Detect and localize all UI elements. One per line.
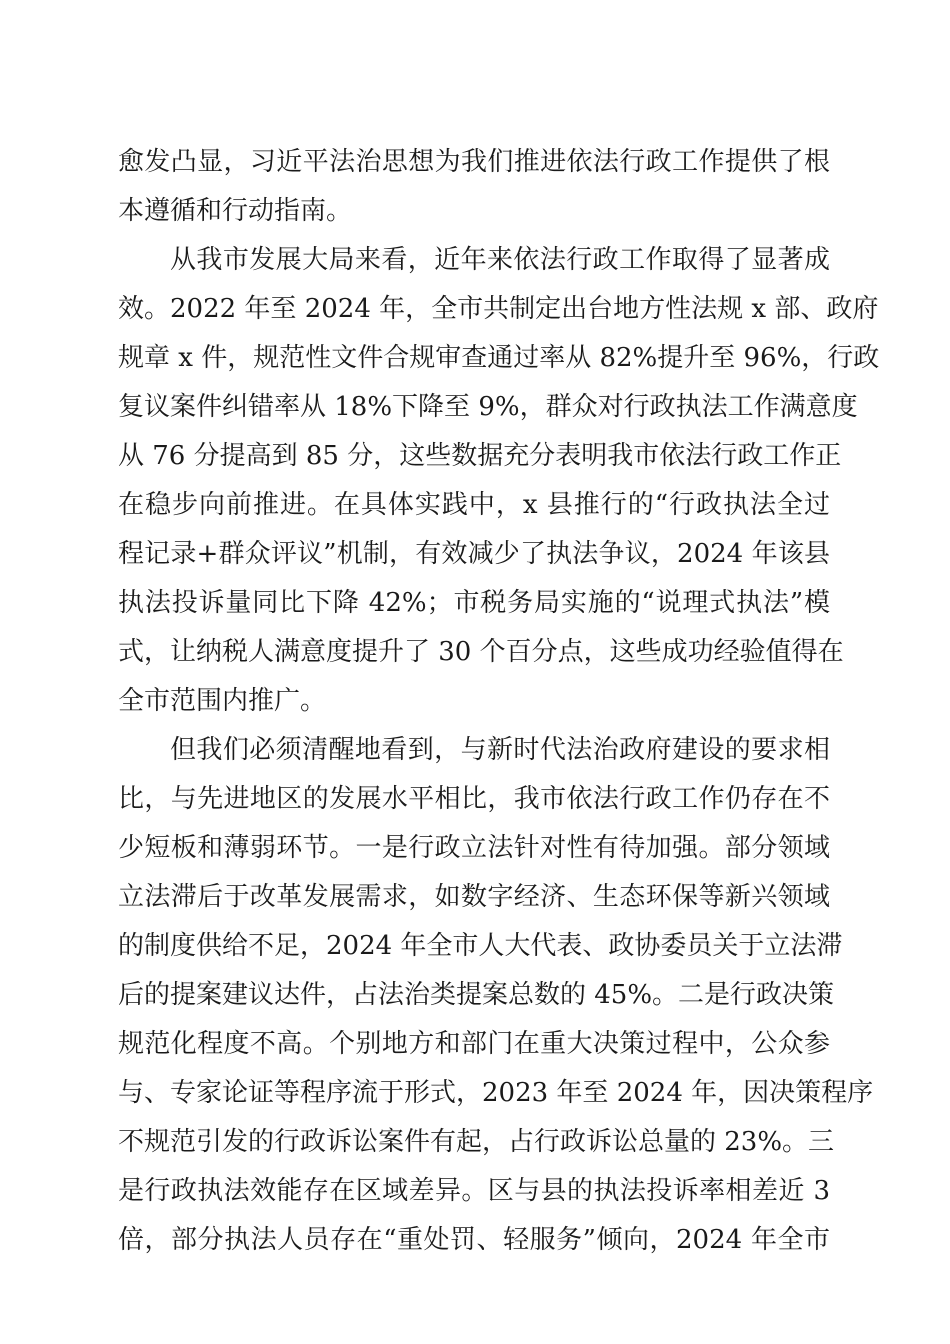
text-line: 少短板和薄弱环节。一是行政立法针对性有待加强。部分领域 xyxy=(118,833,830,863)
text-line: 不规范引发的行政诉讼案件有起，占行政诉讼总量的 23%。三 xyxy=(118,1127,835,1157)
text-line: 立法滞后于改革发展需求，如数字经济、生态环保等新兴领域 xyxy=(118,882,830,912)
text-line: 与、专家论证等程序流于形式，2023 年至 2024 年，因决策程序 xyxy=(118,1078,874,1108)
text-line: 后的提案建议达件，占法治类提案总数的 45%。二是行政决策 xyxy=(118,980,835,1010)
text-line: 效。2022 年至 2024 年，全市共制定出台地方性法规 x 部、政府 xyxy=(118,294,879,324)
text-line: 复议案件纠错率从 18%下降至 9%，群众对行政执法工作满意度 xyxy=(118,392,858,422)
text-line: 愈发凸显，习近平法治思想为我们推进依法行政工作提供了根 xyxy=(118,147,830,177)
text-line: 式，让纳税人满意度提升了 30 个百分点，这些成功经验值得在 xyxy=(118,637,844,667)
text-line: 全市范围内推广。 xyxy=(118,686,327,716)
text-line: 规章 x 件，规范性文件合规审查通过率从 82%提升至 96%，行政 xyxy=(118,343,880,373)
text-line: 在稳步向前推进。在具体实践中，x 县推行的“行政执法全过 xyxy=(118,490,830,520)
text-line: 从我市发展大局来看，近年来依法行政工作取得了显著成 xyxy=(170,245,830,275)
text-line: 但我们必须清醒地看到，与新时代法治政府建设的要求相 xyxy=(170,735,830,765)
text-line: 是行政执法效能存在区域差异。区与县的执法投诉率相差近 3 xyxy=(118,1176,830,1206)
text-line: 本遵循和行动指南。 xyxy=(118,196,353,226)
text-line: 倍，部分执法人员存在“重处罚、轻服务”倾向，2024 年全市 xyxy=(118,1225,830,1255)
text-line: 规范化程度不高。个别地方和部门在重大决策过程中，公众参 xyxy=(118,1029,830,1059)
text-line: 比，与先进地区的发展水平相比，我市依法行政工作仍存在不 xyxy=(118,784,830,814)
document-page xyxy=(118,138,880,1265)
text-line: 执法投诉量同比下降 42%；市税务局实施的“说理式执法”模 xyxy=(118,588,830,618)
text-line: 的制度供给不足，2024 年全市人大代表、政协委员关于立法滞 xyxy=(118,931,843,961)
text-line: 程记录+群众评议”机制，有效减少了执法争议，2024 年该县 xyxy=(118,539,830,569)
text-line: 从 76 分提高到 85 分，这些数据充分表明我市依法行政工作正 xyxy=(118,441,842,471)
